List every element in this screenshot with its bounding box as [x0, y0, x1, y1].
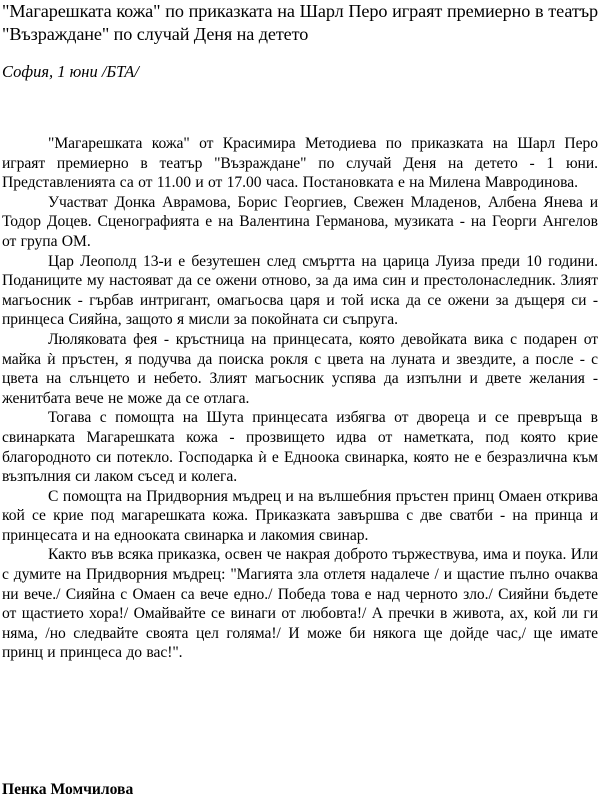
article-paragraph: Цар Леополд 13-и е безутешен след смъртта на царица Луиза преди 10 години. Поданиците му настояват да се ожени отново, за да има син и престолонаследник. Злият магьосник - гърбав интригант, омагьосва царя и той иска да се ожени за дъщеря си - принцеса Сияйна, защото я мисли за покойната си съпруга.	[2, 252, 598, 329]
article-paragraph: "Магарешката кожа" от Красимира Методиева по приказката на Шарл Перо играят премиерно в театър "Възраждане" по случай Деня на детето - 1 юни. Представленията са от 11.00 и от 17.00 часа. Постановката е на Милена Мавродинова.	[2, 135, 598, 192]
article-author: Пенка Момчилова	[2, 781, 134, 798]
article-paragraph: Участват Донка Аврамова, Борис Георгиев, Свежен Младенов, Албена Янева и Тодор Доцев. Сценографията е на Валентина Германова, музиката - на Георги Ангелов от група ОМ.	[2, 193, 598, 250]
article-paragraph: Както във всяка приказка, освен че накрая доброто тържествува, има и поука. Или с думите на Придворния мъдрец: "Магията зла отлетя надалече / и щастие пълно очаква ни вече./ Сияйна с Омаен са вече едно./ Победа това е над черното зло./ Сияйни бъдете от щастието хора!/ Омайвайте се винаги от любовта!/ А пречки в живота, ах, кой ли ги няма, /но следвайте своята цел голяма!/ И може би някога ще дойде час,/ ще имате принц и принцеса до вас!".	[2, 546, 598, 662]
article-paragraph: Тогава с помощта на Шута принцесата избягва от двореца и се превръща в свинарката Магарешката кожа - прозвището идва от наметката, под която крие благородното си потекло. Господарка ѝ е Едноока свинарка, която не е безразлична към възпълния си лаком съсед и колега.	[2, 409, 598, 486]
article-body	[2, 134, 598, 663]
article-headline: "Магарешката кожа" по приказката на Шарл Перо играят премиерно в театър "Възраждане" по случай Деня на детето	[2, 1, 598, 44]
article-paragraph: Люляковата фея - кръстница на принцесата, която девойката вика с подарен от майка ѝ пръстен, я подучва да поиска рокля с цвета на луната и звездите, а после - с цвета на слънцето и небето. Злият магьосник успява да изпълни и двете желания - женитбата вече не може да се отлага.	[2, 330, 598, 407]
article-dateline: София, 1 юни /БТА/	[2, 62, 139, 81]
article-paragraph: С помощта на Придворния мъдрец и на вълшебния пръстен принц Омаен открива кой се крие под магарешката кожа. Приказката завършва с две сватби - на принца и принцесата и на едноокатa свинарка и лакомия свинар.	[2, 487, 598, 544]
